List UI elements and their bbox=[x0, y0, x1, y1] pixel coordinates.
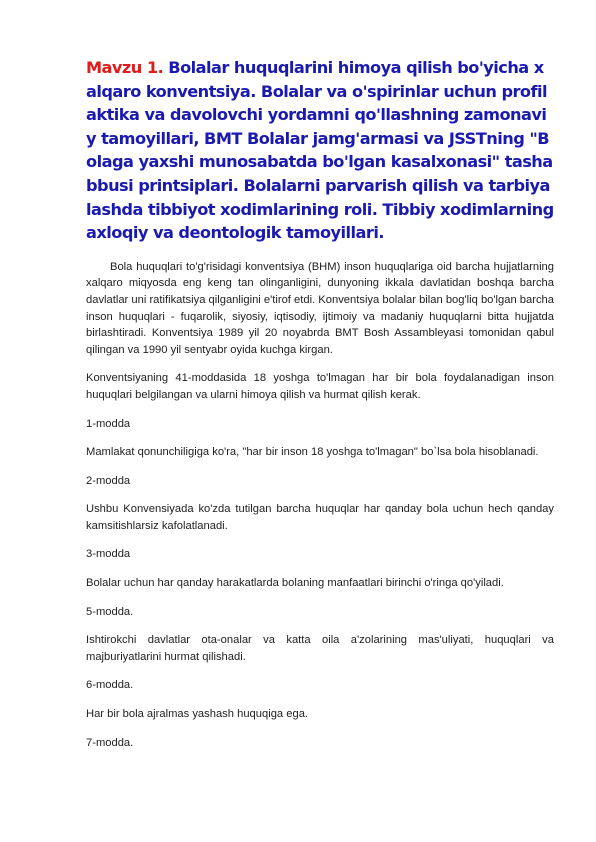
article-3-text: Bolalar uchun har qanday harakatlarda bolaning manfaatlari birinchi o'ringa qo'yiladi. bbox=[86, 577, 504, 590]
document-page bbox=[86, 56, 554, 763]
article-41-paragraph: Konventsiyaning 41-moddasida 18 yoshga to'lmagan har bir bola foydalanadigan inson huquqlari belgilangan va ularni himoya qilish va hurmat qilish kerak. bbox=[86, 372, 554, 401]
article-7-label: 7-modda. bbox=[86, 736, 134, 749]
article-3-label: 3-modda bbox=[86, 548, 131, 561]
article-2-text: Ushbu Konvensiyada ko'zda tutilgan barcha huquqlar har qanday bola uchun hech qanday kamsitishlarsiz kafolatlanadi. bbox=[86, 503, 554, 532]
article-1-label: 1-modda bbox=[86, 417, 131, 430]
intro-paragraph: Bola huquqlari to'g'risidagi konventsiya (BHM) inson huquqlariga oid barcha hujjatlarning xalqaro miqyosda eng keng tan olinganligini, dunyoning ikkala davlatidan boshqa barcha davlatlar uni ratifikatsiya qilganligini e'tirof etdi. Konventsiya bolalar bilan bog'liq bo'lgan barcha inson huquqlari - fuqarolik, siyosiy, iqtisodiy, ijtimoiy va madaniy huquqlarni bitta hujjatda birlashtiradi. Konventsiya 1989 yil 20 noyabrda BMT Bosh Assambleyasi tomonidan qabul qilingan va 1990 yil sentyabr oyida kuchga kirgan. bbox=[86, 260, 554, 356]
article-6-text: Har bir bola ajralmas yashash huquqiga ega. bbox=[86, 708, 309, 721]
article-2-label: 2-modda bbox=[86, 474, 131, 487]
topic-title: Bolalar huquqlarini himoya qilish bo'yicha xalqaro konventsiya. Bolalar va o'spirinlar uchun profilaktika va davolovchi yordamni qo'llashning zamonaviy tamoyillari, BMT Bolalar jamg'armasi va JSSTning "Bolaga yaxshi munosabatda bo'lgan kasalxonasi" tashabbusi printsiplari. Bolalarni parvarish qilish va tarbiyalashda tibbiyot xodimlarining roli. Tibbiy xodimlarning axloqiy va deontologik tamoyillari. bbox=[86, 58, 554, 243]
article-1-text: Mamlakat qonunchiligiga ko'ra, "har bir inson 18 yoshga to'lmagan" bo`lsa bola hisoblanadi. bbox=[86, 446, 539, 459]
topic-heading bbox=[86, 56, 554, 245]
article-6-label: 6-modda. bbox=[86, 679, 134, 692]
article-5-text: Ishtirokchi davlatlar ota-onalar va katta oila a'zolarining mas'uliyati, huquqlari va majburiyatlarini hurmat qilishadi. bbox=[86, 634, 554, 663]
article-5-label: 5-modda. bbox=[86, 605, 134, 618]
topic-number: Mavzu 1. bbox=[86, 58, 164, 77]
